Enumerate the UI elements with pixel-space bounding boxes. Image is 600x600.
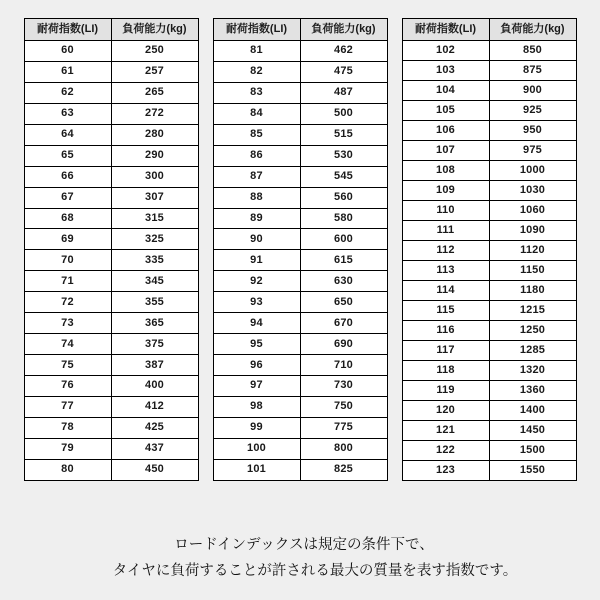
- cell-load-index: 65: [24, 145, 111, 166]
- cell-load-index: 67: [24, 187, 111, 208]
- table-header-row: [402, 19, 576, 41]
- table-row: [213, 187, 387, 208]
- cell-load-index: 61: [24, 61, 111, 82]
- cell-load-capacity: 300: [111, 166, 198, 187]
- caption-line-2: タイヤに負荷することが許される最大の質量を表す指数です。: [112, 563, 518, 579]
- table-row: [402, 241, 576, 261]
- table-row: [402, 161, 576, 181]
- cell-load-index: 87: [213, 166, 300, 187]
- cell-load-index: 85: [213, 124, 300, 145]
- table-row: [402, 281, 576, 301]
- cell-load-index: 73: [24, 313, 111, 334]
- table-row: [24, 355, 198, 376]
- table-row: [402, 101, 576, 121]
- table-header-row: [213, 19, 387, 41]
- table-row: [402, 441, 576, 461]
- cell-load-capacity: 437: [111, 438, 198, 459]
- cell-load-index: 78: [24, 417, 111, 438]
- cell-load-capacity: 280: [111, 124, 198, 145]
- cell-load-capacity: 355: [111, 292, 198, 313]
- table-row: [213, 82, 387, 103]
- cell-load-capacity: 690: [300, 334, 387, 355]
- table-row: [213, 145, 387, 166]
- cell-load-capacity: 515: [300, 124, 387, 145]
- table-row: [402, 321, 576, 341]
- table-row: [402, 261, 576, 281]
- table-row: [213, 208, 387, 229]
- table-row: [402, 61, 576, 81]
- cell-load-index: 118: [402, 361, 489, 381]
- cell-load-index: 107: [402, 141, 489, 161]
- cell-load-index: 74: [24, 334, 111, 355]
- table-row: [24, 124, 198, 145]
- cell-load-index: 80: [24, 459, 111, 480]
- table-row: [402, 81, 576, 101]
- table-row: [213, 41, 387, 62]
- cell-load-capacity: 900: [489, 81, 576, 101]
- cell-load-capacity: 307: [111, 187, 198, 208]
- cell-load-capacity: 387: [111, 355, 198, 376]
- cell-load-capacity: 475: [300, 61, 387, 82]
- cell-load-capacity: 335: [111, 250, 198, 271]
- table-row: [213, 229, 387, 250]
- cell-load-index: 98: [213, 396, 300, 417]
- cell-load-index: 119: [402, 381, 489, 401]
- cell-load-index: 94: [213, 313, 300, 334]
- table-row: [24, 82, 198, 103]
- cell-load-capacity: 800: [300, 438, 387, 459]
- cell-load-capacity: 630: [300, 271, 387, 292]
- table-row: [213, 417, 387, 438]
- table-row: [213, 313, 387, 334]
- cell-load-index: 105: [402, 101, 489, 121]
- column-header-load-index: 耐荷指数(LI): [24, 19, 111, 41]
- cell-load-index: 123: [402, 461, 489, 481]
- cell-load-capacity: 250: [111, 41, 198, 62]
- cell-load-capacity: 750: [300, 396, 387, 417]
- cell-load-index: 76: [24, 376, 111, 397]
- cell-load-capacity: 462: [300, 41, 387, 62]
- table-row: [213, 396, 387, 417]
- cell-load-capacity: 950: [489, 121, 576, 141]
- table-row: [24, 438, 198, 459]
- cell-load-index: 81: [213, 41, 300, 62]
- cell-load-index: 103: [402, 61, 489, 81]
- cell-load-capacity: 710: [300, 355, 387, 376]
- cell-load-capacity: 1320: [489, 361, 576, 381]
- table-row: [24, 61, 198, 82]
- cell-load-capacity: 560: [300, 187, 387, 208]
- cell-load-capacity: 450: [111, 459, 198, 480]
- cell-load-capacity: 1120: [489, 241, 576, 261]
- cell-load-capacity: 400: [111, 376, 198, 397]
- cell-load-capacity: 825: [300, 459, 387, 480]
- table-row: [402, 141, 576, 161]
- table-row: [402, 201, 576, 221]
- cell-load-capacity: 850: [489, 41, 576, 61]
- table-row: [24, 459, 198, 480]
- cell-load-capacity: 315: [111, 208, 198, 229]
- caption-line-1: ロードインデックスは規定の条件下で、: [174, 537, 434, 553]
- table-row: [24, 166, 198, 187]
- cell-load-index: 82: [213, 61, 300, 82]
- cell-load-index: 60: [24, 41, 111, 62]
- cell-load-index: 95: [213, 334, 300, 355]
- cell-load-index: 106: [402, 121, 489, 141]
- cell-load-capacity: 425: [111, 417, 198, 438]
- cell-load-index: 96: [213, 355, 300, 376]
- cell-load-capacity: 290: [111, 145, 198, 166]
- column-header-load-index: 耐荷指数(LI): [213, 19, 300, 41]
- cell-load-capacity: 545: [300, 166, 387, 187]
- cell-load-index: 115: [402, 301, 489, 321]
- cell-load-index: 79: [24, 438, 111, 459]
- cell-load-index: 99: [213, 417, 300, 438]
- cell-load-index: 66: [24, 166, 111, 187]
- cell-load-index: 90: [213, 229, 300, 250]
- cell-load-capacity: 1360: [489, 381, 576, 401]
- column-header-load-capacity: 負荷能力(kg): [489, 19, 576, 41]
- table-row: [24, 145, 198, 166]
- cell-load-capacity: 1215: [489, 301, 576, 321]
- cell-load-capacity: 1500: [489, 441, 576, 461]
- cell-load-index: 71: [24, 271, 111, 292]
- table-row: [24, 313, 198, 334]
- table-row: [24, 417, 198, 438]
- column-header-load-capacity: 負荷能力(kg): [300, 19, 387, 41]
- table-row: [213, 376, 387, 397]
- cell-load-index: 97: [213, 376, 300, 397]
- table-row: [24, 208, 198, 229]
- cell-load-index: 109: [402, 181, 489, 201]
- cell-load-index: 89: [213, 208, 300, 229]
- cell-load-capacity: 1285: [489, 341, 576, 361]
- cell-load-index: 88: [213, 187, 300, 208]
- document-caption: [0, 532, 600, 584]
- cell-load-capacity: 730: [300, 376, 387, 397]
- table-row: [402, 381, 576, 401]
- cell-load-capacity: 1450: [489, 421, 576, 441]
- cell-load-capacity: 257: [111, 61, 198, 82]
- load-index-table: [24, 18, 199, 481]
- table-row: [24, 41, 198, 62]
- cell-load-capacity: 1250: [489, 321, 576, 341]
- table-row: [213, 292, 387, 313]
- cell-load-capacity: 345: [111, 271, 198, 292]
- cell-load-capacity: 600: [300, 229, 387, 250]
- cell-load-index: 116: [402, 321, 489, 341]
- column-header-load-capacity: 負荷能力(kg): [111, 19, 198, 41]
- cell-load-index: 86: [213, 145, 300, 166]
- cell-load-capacity: 615: [300, 250, 387, 271]
- table-row: [213, 271, 387, 292]
- load-index-table: [402, 18, 577, 481]
- cell-load-index: 101: [213, 459, 300, 480]
- cell-load-capacity: 265: [111, 82, 198, 103]
- cell-load-index: 111: [402, 221, 489, 241]
- table-row: [402, 421, 576, 441]
- cell-load-index: 75: [24, 355, 111, 376]
- table-row: [402, 221, 576, 241]
- cell-load-capacity: 650: [300, 292, 387, 313]
- cell-load-capacity: 487: [300, 82, 387, 103]
- table-row: [213, 103, 387, 124]
- cell-load-capacity: 1030: [489, 181, 576, 201]
- load-index-table: [213, 18, 388, 481]
- cell-load-index: 112: [402, 241, 489, 261]
- table-row: [402, 401, 576, 421]
- column-header-load-index: 耐荷指数(LI): [402, 19, 489, 41]
- cell-load-index: 93: [213, 292, 300, 313]
- table-row: [24, 250, 198, 271]
- cell-load-index: 120: [402, 401, 489, 421]
- cell-load-capacity: 580: [300, 208, 387, 229]
- cell-load-index: 91: [213, 250, 300, 271]
- cell-load-index: 102: [402, 41, 489, 61]
- table-row: [213, 166, 387, 187]
- cell-load-index: 113: [402, 261, 489, 281]
- table-row: [213, 250, 387, 271]
- cell-load-capacity: 1180: [489, 281, 576, 301]
- cell-load-index: 117: [402, 341, 489, 361]
- cell-load-capacity: 1550: [489, 461, 576, 481]
- cell-load-capacity: 1400: [489, 401, 576, 421]
- table-row: [213, 438, 387, 459]
- cell-load-capacity: 1060: [489, 201, 576, 221]
- load-index-tables: [0, 18, 600, 481]
- table-row: [213, 459, 387, 480]
- cell-load-index: 121: [402, 421, 489, 441]
- cell-load-index: 122: [402, 441, 489, 461]
- cell-load-capacity: 272: [111, 103, 198, 124]
- cell-load-capacity: 325: [111, 229, 198, 250]
- table-row: [402, 181, 576, 201]
- table-row: [24, 187, 198, 208]
- cell-load-index: 104: [402, 81, 489, 101]
- table-row: [24, 396, 198, 417]
- table-row: [24, 271, 198, 292]
- table-row: [24, 292, 198, 313]
- cell-load-capacity: 1090: [489, 221, 576, 241]
- cell-load-capacity: 925: [489, 101, 576, 121]
- cell-load-index: 70: [24, 250, 111, 271]
- cell-load-index: 100: [213, 438, 300, 459]
- cell-load-index: 64: [24, 124, 111, 145]
- table-row: [24, 334, 198, 355]
- table-row: [213, 61, 387, 82]
- cell-load-index: 83: [213, 82, 300, 103]
- cell-load-capacity: 670: [300, 313, 387, 334]
- table-row: [402, 121, 576, 141]
- table-row: [402, 301, 576, 321]
- cell-load-index: 69: [24, 229, 111, 250]
- cell-load-index: 63: [24, 103, 111, 124]
- table-header-row: [24, 19, 198, 41]
- cell-load-capacity: 975: [489, 141, 576, 161]
- cell-load-index: 108: [402, 161, 489, 181]
- cell-load-capacity: 1150: [489, 261, 576, 281]
- table-row: [402, 461, 576, 481]
- cell-load-index: 62: [24, 82, 111, 103]
- cell-load-capacity: 500: [300, 103, 387, 124]
- cell-load-capacity: 375: [111, 334, 198, 355]
- cell-load-capacity: 875: [489, 61, 576, 81]
- cell-load-index: 84: [213, 103, 300, 124]
- table-row: [24, 376, 198, 397]
- cell-load-index: 114: [402, 281, 489, 301]
- cell-load-capacity: 775: [300, 417, 387, 438]
- table-row: [24, 103, 198, 124]
- table-row: [402, 341, 576, 361]
- cell-load-index: 92: [213, 271, 300, 292]
- cell-load-capacity: 530: [300, 145, 387, 166]
- table-row: [402, 41, 576, 61]
- cell-load-index: 77: [24, 396, 111, 417]
- cell-load-capacity: 1000: [489, 161, 576, 181]
- cell-load-index: 110: [402, 201, 489, 221]
- table-row: [24, 229, 198, 250]
- table-row: [213, 334, 387, 355]
- cell-load-capacity: 365: [111, 313, 198, 334]
- table-row: [402, 361, 576, 381]
- table-row: [213, 124, 387, 145]
- cell-load-index: 72: [24, 292, 111, 313]
- cell-load-capacity: 412: [111, 396, 198, 417]
- table-row: [213, 355, 387, 376]
- cell-load-index: 68: [24, 208, 111, 229]
